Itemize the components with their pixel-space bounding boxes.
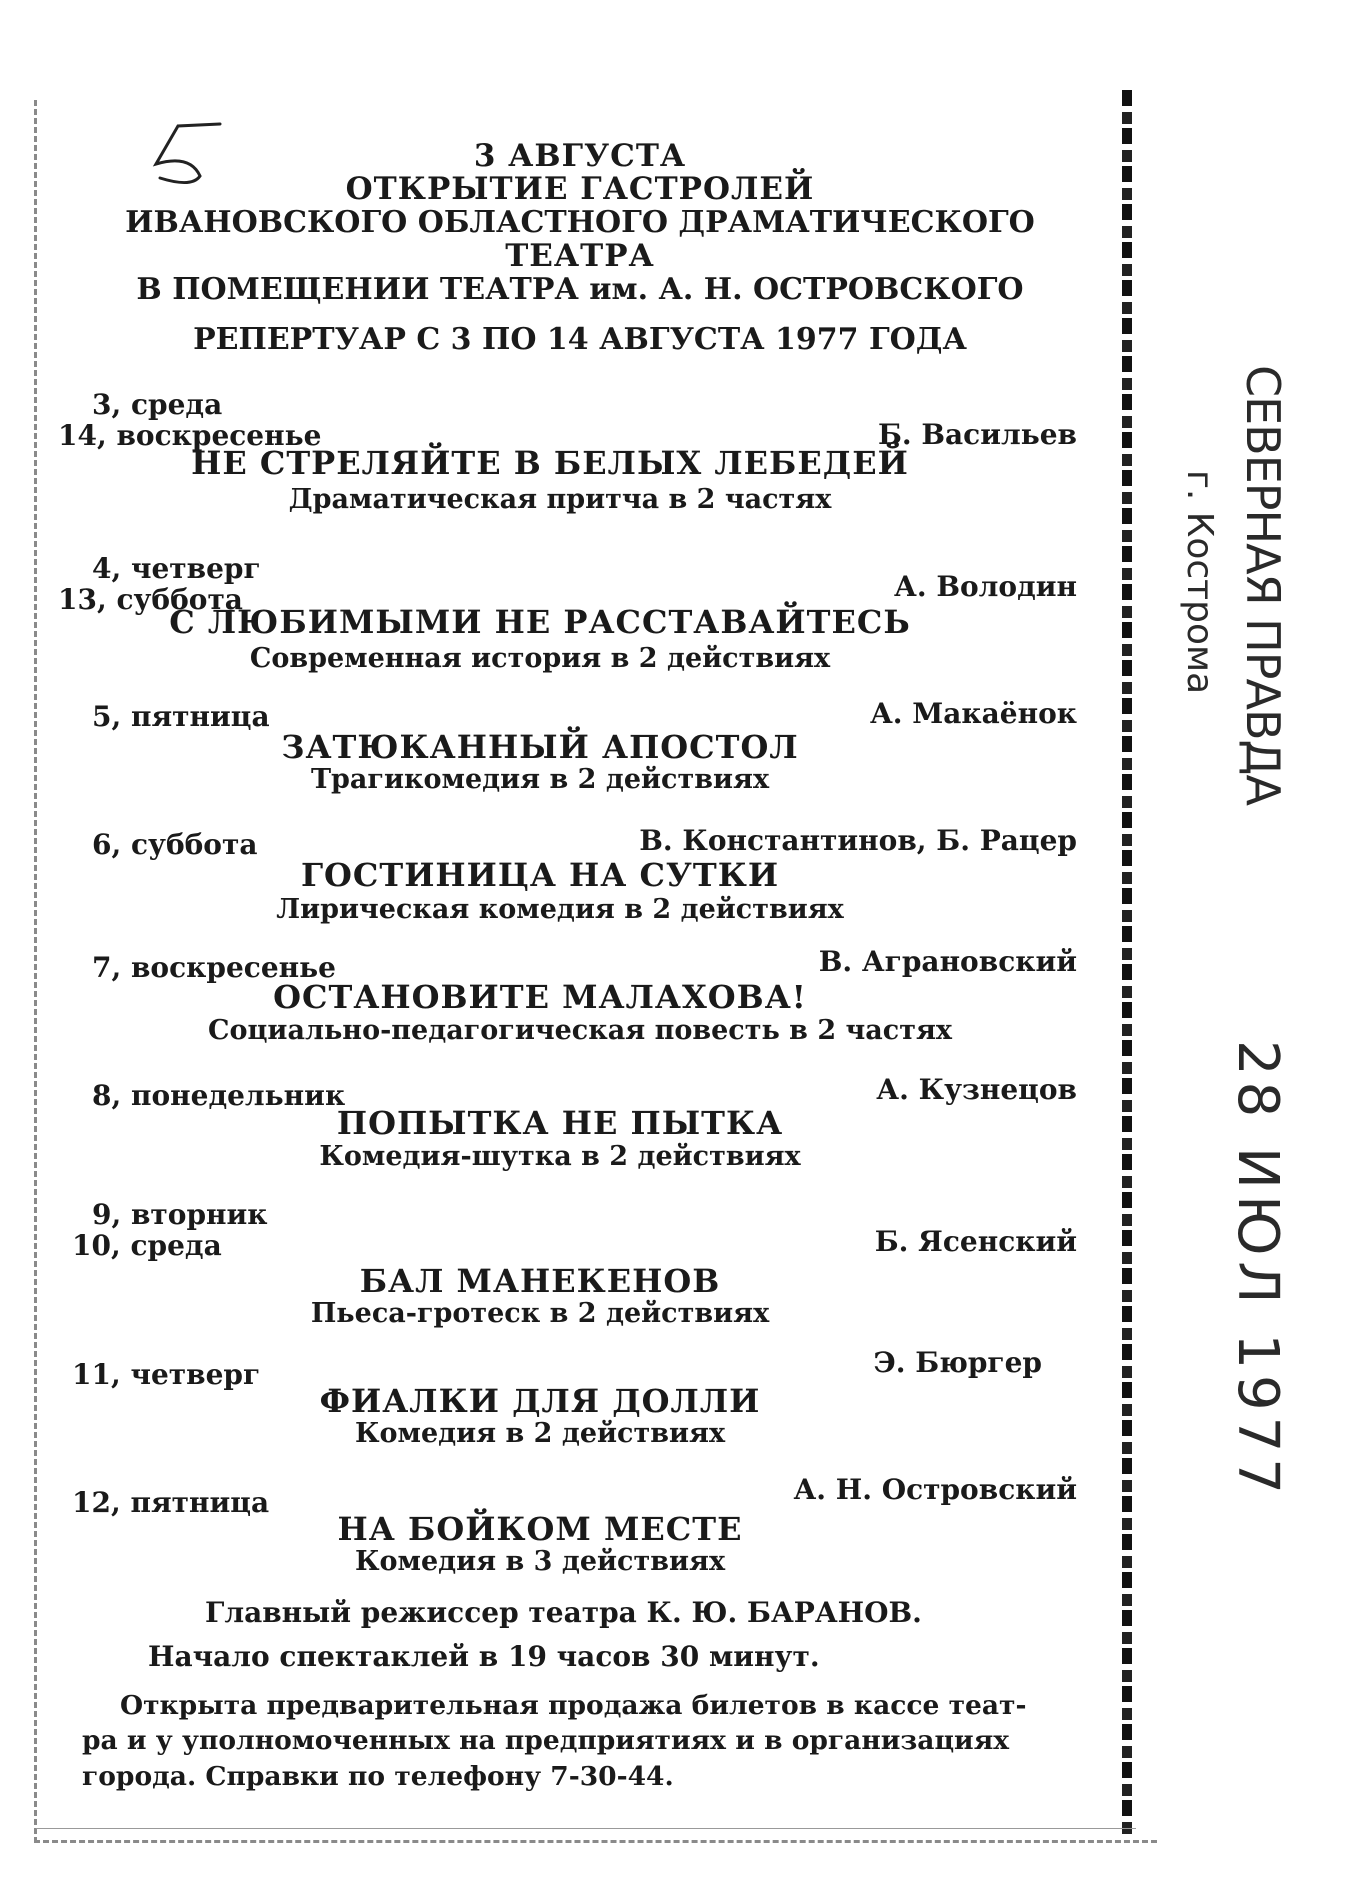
header-repertoire: РЕПЕРТУАР С 3 ПО 14 АВГУСТА 1977 ГОДА	[193, 322, 967, 357]
torn-right-edge	[1122, 90, 1132, 1835]
header-opening: ОТКРЫТИЕ ГАСТРОЛЕЙ	[345, 171, 815, 207]
play-date: 6, суббота	[92, 828, 258, 861]
header-venue: В ПОМЕЩЕНИИ ТЕАТРА им. А. Н. ОСТРОВСКОГО	[136, 272, 1024, 307]
play-author: В. Константинов, Б. Рацер	[639, 824, 1077, 857]
start-time: Начало спектаклей в 19 часов 30 минут.	[148, 1640, 820, 1673]
play-title: ГОСТИНИЦА НА СУТКИ	[300, 856, 780, 894]
ticket-sale-line3: города. Справки по телефону 7-30-44.	[82, 1761, 674, 1792]
play-date: 12, пятница	[72, 1486, 270, 1519]
play-date: 4, четверг	[92, 552, 261, 585]
play-genre: Комедия в 2 действиях	[354, 1418, 726, 1449]
header-theatre-word: ТЕАТРА	[505, 238, 655, 274]
play-date: 3, среда	[92, 388, 223, 421]
play-date: 13, суббота	[58, 583, 243, 616]
play-author: А. Н. Островский	[793, 1473, 1077, 1506]
header-theatre-name: ИВАНОВСКОГО ОБЛАСТНОГО ДРАМАТИЧЕСКОГО	[125, 205, 1035, 240]
play-genre: Лирическая комедия в 2 действиях	[276, 894, 844, 925]
play-genre: Социально-педагогическая повесть в 2 частях	[207, 1015, 952, 1046]
play-date: 9, вторник	[92, 1198, 268, 1231]
play-date: 14, воскресенье	[58, 419, 322, 452]
fold-line	[36, 1828, 1136, 1829]
play-author: Б. Васильев	[877, 418, 1077, 451]
play-author: А. Кузнецов	[876, 1073, 1077, 1106]
play-title: БАЛ МАНЕКЕНОВ	[359, 1262, 721, 1300]
play-date: 5, пятница	[92, 700, 270, 733]
header-date: 3 АВГУСТА	[473, 138, 687, 174]
ticket-sale-line2: ра и у уполномоченных на предприятиях и в организациях	[82, 1725, 1010, 1756]
play-author: А. Володин	[894, 570, 1077, 603]
play-genre: Драматическая притча в 2 частях	[288, 484, 832, 515]
play-author: В. Аграновский	[818, 945, 1077, 978]
play-title: ФИАЛКИ ДЛЯ ДОЛЛИ	[319, 1382, 761, 1420]
play-title: ОСТАНОВИТЕ МАЛАХОВА!	[273, 978, 807, 1016]
play-genre: Комедия-шутка в 2 действиях	[319, 1141, 801, 1172]
play-genre: Современная история в 2 действиях	[249, 643, 831, 674]
play-date: 7, воскресенье	[92, 951, 336, 984]
play-date: 11, четверг	[72, 1358, 261, 1391]
ticket-sale-line1: Открыта предварительная продажа билетов в кассе теат-	[120, 1690, 1027, 1721]
play-title: ЗАТЮКАННЫЙ АПОСТОЛ	[281, 728, 799, 766]
play-date: 10, среда	[72, 1229, 222, 1262]
play-title: НЕ СТРЕЛЯЙТЕ В БЕЛЫХ ЛЕБЕДЕЙ	[191, 444, 909, 482]
stamp-newspaper-name: СЕВЕРНАЯ ПРАВДА	[1236, 365, 1290, 805]
play-title: С ЛЮБИМЫМИ НЕ РАССТАВАЙТЕСЬ	[169, 603, 911, 641]
play-author: А. Макаёнок	[869, 697, 1077, 730]
stamp-date: 28 ИЮЛ 1977	[1225, 1040, 1290, 1500]
play-genre: Трагикомедия в 2 действиях	[310, 764, 770, 795]
play-genre: Комедия в 3 действиях	[354, 1546, 726, 1577]
play-author: Э. Бюргер	[873, 1346, 1042, 1379]
stamp-city: г. Кострома	[1179, 470, 1220, 695]
chief-director: Главный режиссер театра К. Ю. БАРАНОВ.	[205, 1596, 922, 1629]
play-date: 8, понедельник	[92, 1079, 346, 1112]
play-title: НА БОЙКОМ МЕСТЕ	[337, 1510, 743, 1548]
play-author: Б. Ясенский	[874, 1225, 1077, 1258]
play-title: ПОПЫТКА НЕ ПЫТКА	[336, 1104, 784, 1142]
play-genre: Пьеса-гротеск в 2 действиях	[310, 1298, 770, 1329]
